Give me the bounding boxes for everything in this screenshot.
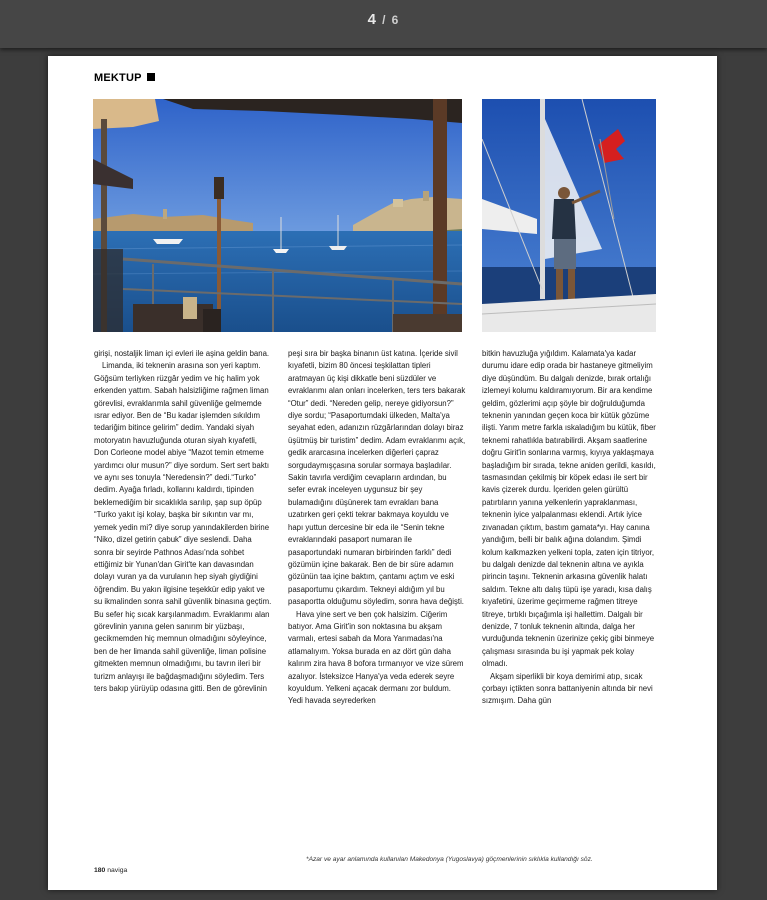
sailing-photo [482,99,656,332]
article-column-3 [482,348,660,708]
paragraph: peşi sıra bir başka binanın üst katına. İçeride sivil kıyafetli, bizim 80 öncesi teşkilattan tipleri aratmayan üç kişi dikkatle beni süzdüler ve evraklarımı alan onları incelerken, ters ters bakarak “Otur” dedi. “Nereden gelip, nereye gidiyorsun?” diye sordu; “Pasaportumdaki ülkeden, Malta'ya seyahat eden, adanızın rüzgârlarından dolayı biraz üşütmüş bir turistim” dedim. Adam evraklarımı açık, gedik ararcasına incelerken diğerleri çapraz sorgudaymışçasına sorular sormaya başladılar. Sakin tavırla verdiğim cevapların ardından, bu sefer evrak inceleyen uygunsuz bir şey bulamadığını düşünerek tam evrakları bana uzatırken geri çekti tekrar bakmaya koyuldu ve hapı yuttun dercesine bir eda ile “Senin tekne evraklarındaki pasaport numaran ile pasaportundaki numaran birbirinden farklı” dedi gözümün içine bakarak. Ben de bir süre adamın gözünün taa içine baktım, çantamı açtım ve eski pasaportumu çıkardım. Tekneyi aldığım yıl bu pasaportta olduğumu söyledim, sonra hava değişti. [288,349,466,607]
page-separator: / [382,13,387,27]
viewer-toolbar [0,0,767,48]
folio-magazine-name: naviga [107,867,128,874]
footnote: *Azar ve ayar anlamında kullanılan Makedonya (Yugoslavya) göçmenlerinin sıklıkla kullandığı söz. [306,856,593,863]
article-column-2 [288,348,466,708]
black-square-icon [147,73,155,81]
paragraph: girişi, nostaljik liman içi evleri ile aşina geldin bana. [94,349,270,358]
current-page-number: 4 [367,11,377,28]
paragraph: bitkin havuzluğa yığıldım. Kalamata'ya kadar durumu idare edip orada bir hastaneye gitmeliyim diye düşündüm. Bu dalgalı denizde, bırak ortalığı izlemeyi kolumu kaldıramıyorum. Bir ara kendime geldim, gözlerimi açıp şöyle bir doğrulduğumda teknenin yanından geçen koca bir kütük gözüme ilişti. Yarım metre farkla ıskaladığım bu kütük, fiber teknemi rahatlıkla batırabilirdi. Akşam saatlerine doğru Girit'in sonlarına varmış, kıyıya yaklaşmaya başladığım bir sırada, tekne aniden gerildi, kasıldı, tasmasından çekilmiş bir köpek edası ile sert bir kavis çizerek durdu. İçeriden gelen gürültü patırtıların yanına yelkenlerin yapraklanması, teknenin iyice yalpalanması eklendi. Artık iyice zıvanadan çıktım, bastım gamata*yı. Hay canına yandığım, belli bir balık ağına dolandım. Şimdi kolum kalkmazken yelkeni topla, zaten için titriyor, bu dalgalı denizde dal teknenin altına ve ayıkla pirincin taşını. Teknenin arkasına güvenlik halatı saldım. Tekne altı dalış tüpü işe yaradı, kısa dalış kıyafetini, üzerime geçirmeme rağmen titreye titreye, tırtıklı bıçağımla işi hallettim. Dalgalı bir denizde, 7 tonluk teknenin altında, dalga her vurduğunda teknenin üzerinize çekiç gibi binmeye çalışması sırasında bu işi yapmak pek kolay olmadı. [482,349,656,669]
paragraph: Limanda, iki teknenin arasına son yeri kaptım. Göğsüm terliyken rüzgâr yedim ve hiç halim yok erkenden yattım. Sabah halsizliğime rağmen liman görevlisi, evraklarımla sahil güvenliğe gelmemde ısrar ediyor. Ben de “Bu kadar işlemden sıkıldım tedariğim bitince gelirim” dedim. Yandaki siyah motoryatın havuzluğunda oturan siyah kıyafetli, Don Corleone model abiye “Mazot temin etmeme yardımcı olur musun?” diye sordum. Sert sert baktı ve aynı ses tonuyla “Neredensin?” dedi.“Turko” dedim. Ayağa fırladı, kollarını kaldırdı, tipinden beklemediğim bir sıcaklıkla sarılıp, şap sup öpüp “Turko yakıt işi kolay, başka bir sıkıntın var mı, yemek yedin mi? diye sorup yanındakilerden birine “Niko, dizel getirin çabuk” diye seslendi. Daha sonra bir seyirde Pathnos Adası'nda sohbet ettiğimiz bir Yunan'dan Girit'te kan davasından dolayı vuran ya da vurulanın hep siyah giydiğini öğrendim. Bu yakın ilgisine teşekkür edip yakıt ve su ikmalinden sonra sahil güvenlik binasına geçtim. Bu sefer hiç sıcak karşılanmadım. Evraklarımı alan görevlinin yanına gelen sanırım bir yüzbaşı, gecikmemden hiç memnun olmadığını söyleyince, ben de her limanda sahil güvenliğe, liman polisine gitmekten memnun olmadığımı, bu tavrın ileri bir turizm anlayışı ile bağdaşmadığını söyledim. Ters ters bakıp yürüyüp odasına gitti. Ben de görevlinin [94,361,272,693]
total-pages-number: 6 [391,13,400,27]
article-column-1 [94,348,272,695]
paragraph: Hava yine sert ve ben çok halsizim. Ciğerim batıyor. Ama Girit'in son noktasına bu akşam varmalı, ertesi sabah da Mora Yarımadası'na atlamalıyım. Yoksa burada en az dört gün daha kalırım zira hava 8 bofora tırmanıyor ve vize sürem azalıyor. İsteksizce Hanya'ya veda ederek seyre koyuldum. Yelkeni açacak dermanı zor buldum. Yedi havada seyrederken [288,609,464,706]
folio-page-number: 180 [94,867,106,874]
paragraph: Akşam siperlikli bir koya demirimi atıp, sıcak çorbayı içtikten sonra battaniyenin altında bir nevi sızmışım. Daha gün [482,671,653,706]
page-folio [94,867,127,874]
magazine-page [48,56,717,890]
section-label: MEKTUP [94,72,142,84]
harbour-photo [93,99,462,332]
section-heading [94,72,155,84]
page-indicator [0,11,767,28]
